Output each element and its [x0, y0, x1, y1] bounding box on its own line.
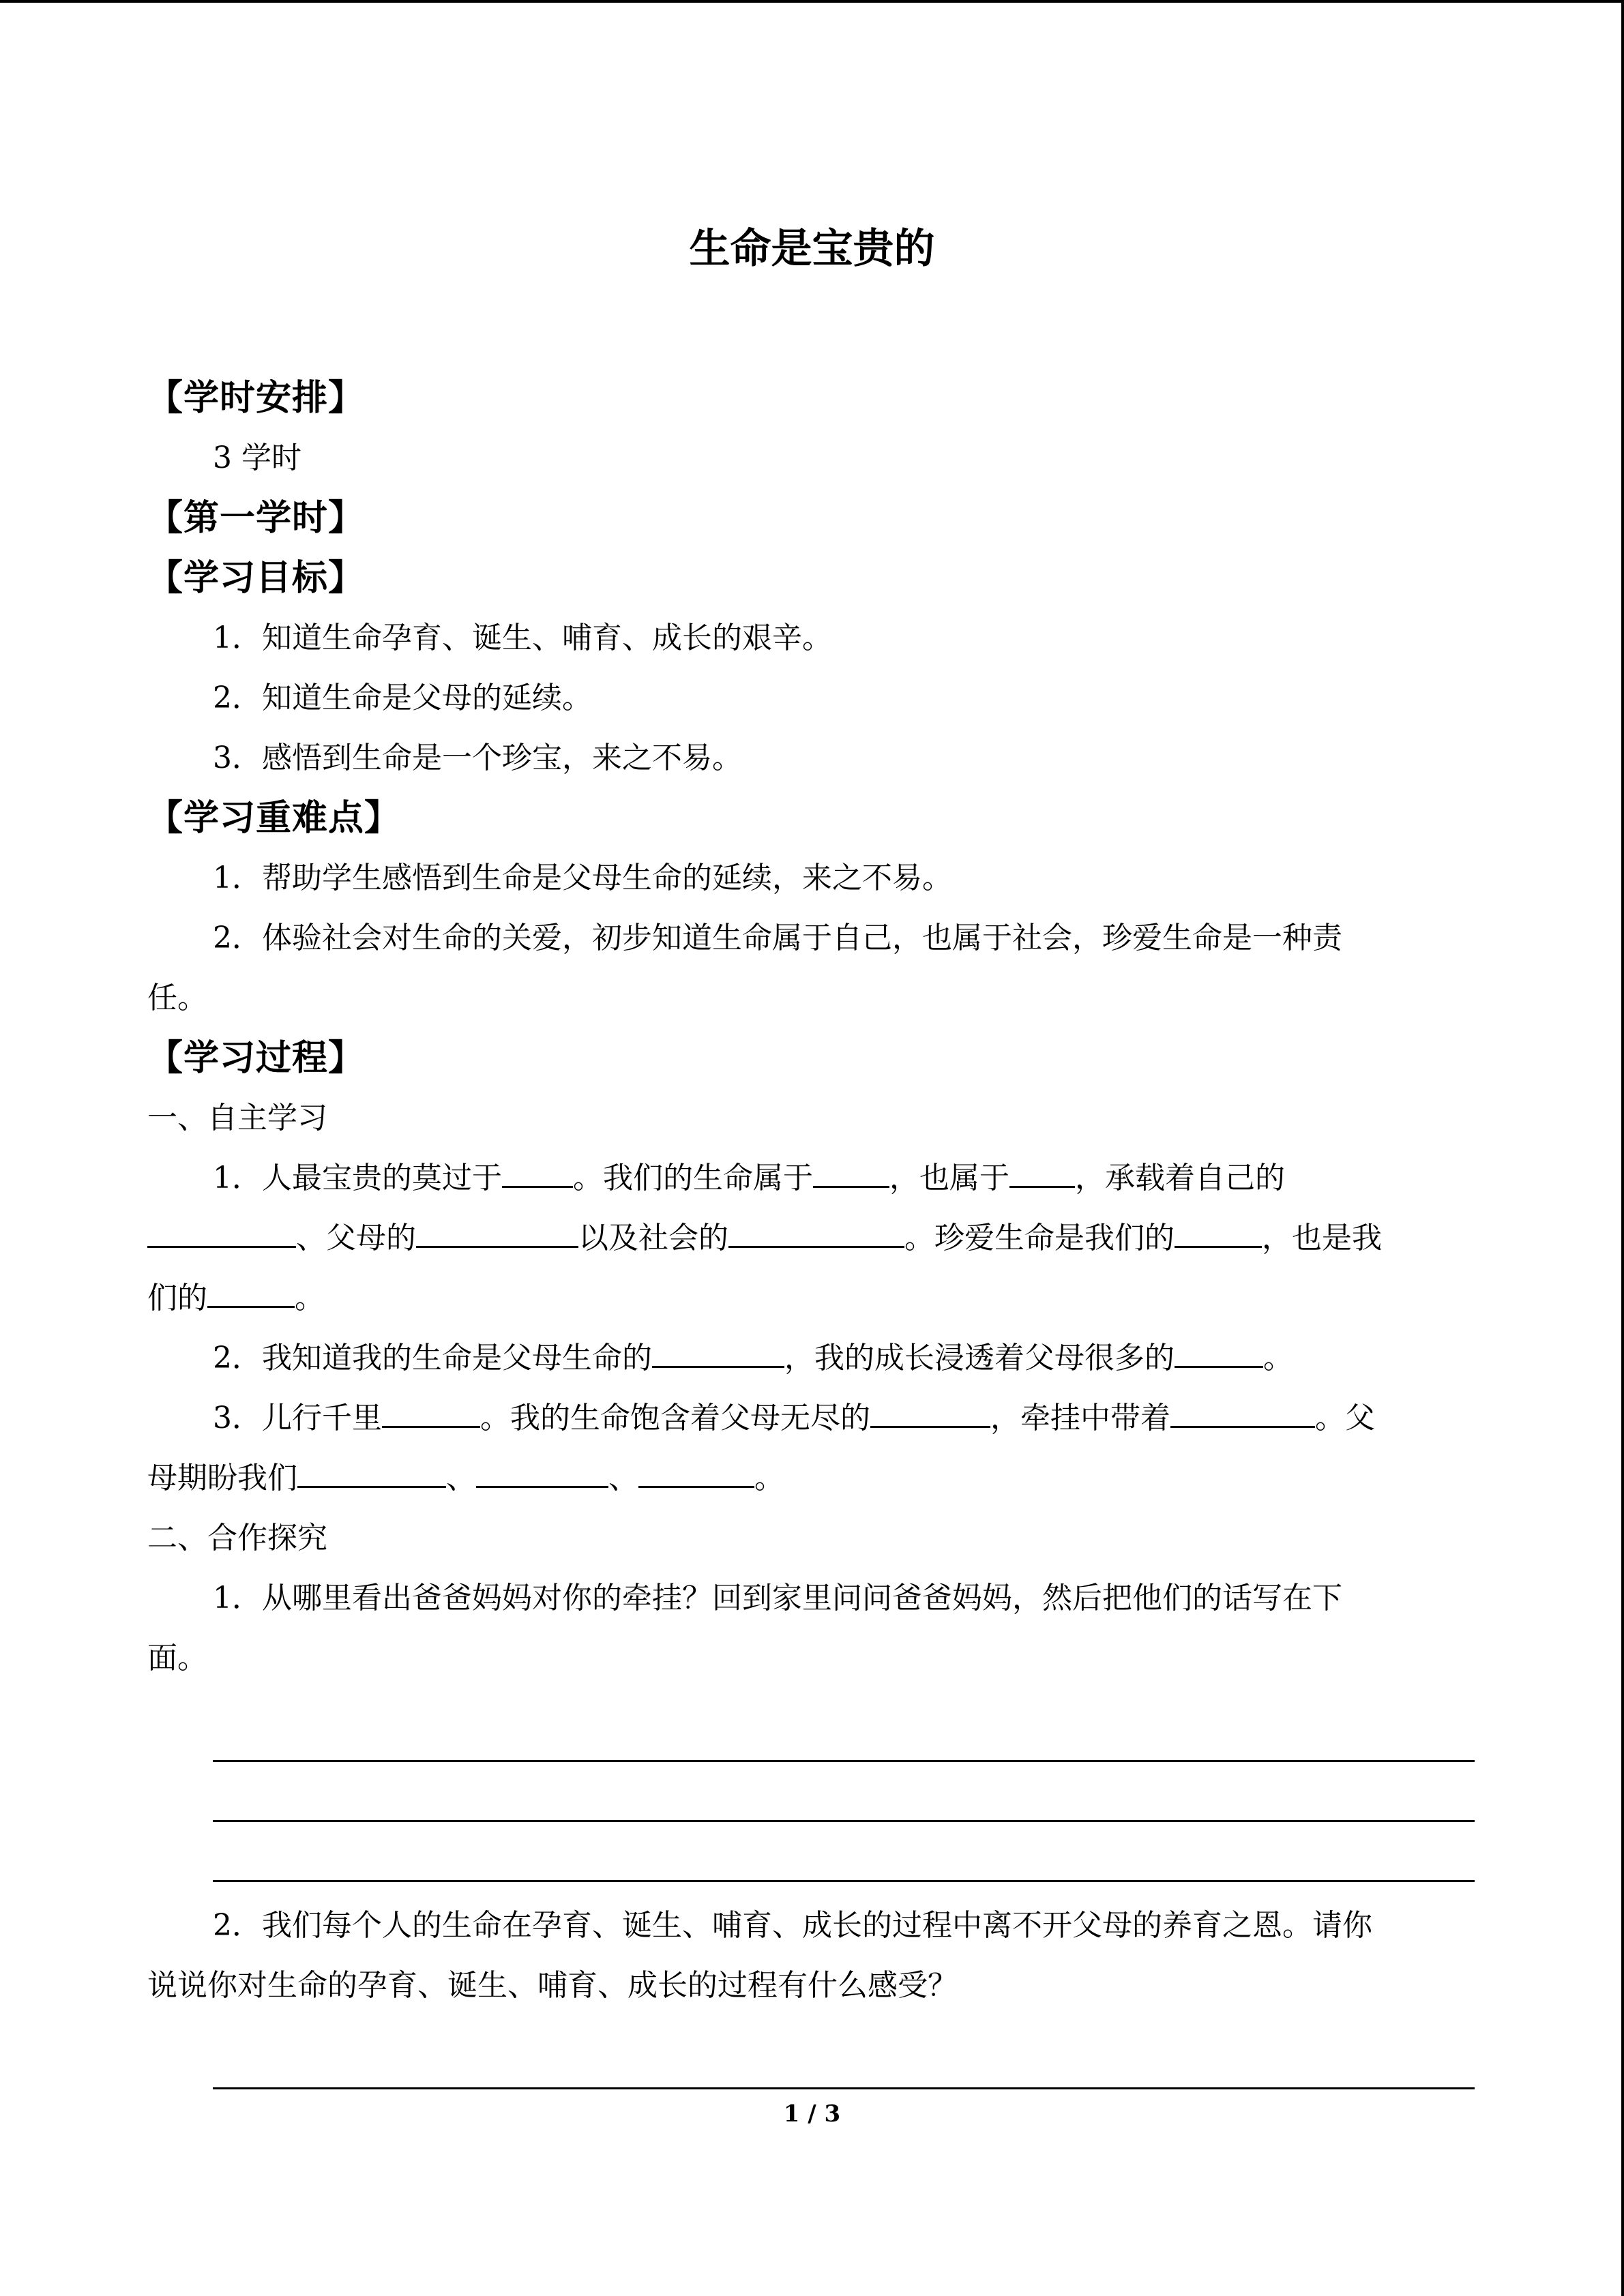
answer-blank[interactable]	[476, 1455, 608, 1488]
fill-question-3-line-2	[147, 1448, 1457, 1508]
question-text: 母期盼我们	[147, 1461, 297, 1495]
answer-blank[interactable]	[728, 1214, 904, 1248]
question-text: 。	[295, 1281, 325, 1315]
question-text: 1．人最宝贵的莫过于	[213, 1161, 502, 1195]
question-text: ，牵挂中带着	[990, 1401, 1170, 1435]
answer-blank[interactable]	[638, 1455, 754, 1488]
question-text: ，承载着自己的	[1075, 1161, 1285, 1195]
cooperation-question-1-continued: 面。	[147, 1641, 207, 1675]
cooperation-title: 二、合作探究	[147, 1521, 327, 1555]
answer-blank[interactable]	[1175, 1214, 1262, 1248]
answer-blank[interactable]	[813, 1154, 889, 1188]
answer-blank[interactable]	[652, 1335, 784, 1368]
page-border-top	[0, 0, 1624, 3]
spacer	[147, 2016, 1457, 2043]
question-text: 3．儿行千里	[213, 1401, 382, 1435]
fill-question-1-line-2	[147, 1208, 1457, 1268]
answer-writing-line[interactable]	[147, 1716, 1457, 1776]
question-text: 、	[608, 1461, 638, 1495]
cooperation-question-1: 1．从哪里看出爸爸妈妈对你的牵挂？回到家里问问爸爸妈妈，然后把他们的话写在下	[213, 1581, 1342, 1615]
page-number: 1 / 3	[783, 2100, 841, 2128]
question-text: ，也是我	[1262, 1221, 1382, 1255]
page-border-right	[1621, 0, 1624, 2296]
cooperation-question-2: 2．我们每个人的生命在孕育、诞生、哺育、成长的过程中离不开父母的养育之恩。请你	[213, 1908, 1372, 1943]
key-point-item: 1．帮助学生感悟到生命是父母生命的延续，来之不易。	[213, 861, 952, 895]
question-text: 。父	[1315, 1401, 1375, 1435]
question-text: 。珍爱生命是我们的	[904, 1221, 1175, 1255]
question-text: 以及社会的	[578, 1221, 728, 1255]
key-point-item-continued: 任。	[147, 981, 207, 1015]
answer-blank[interactable]	[870, 1395, 990, 1428]
fill-question-2	[147, 1328, 1457, 1388]
question-text: 2．我知道我的生命是父母生命的	[213, 1341, 652, 1375]
answer-blank[interactable]	[297, 1455, 446, 1488]
question-text: 。我们的生命属于	[573, 1161, 813, 1195]
question-text: 。	[754, 1461, 784, 1495]
worksheet-content	[147, 368, 1457, 2103]
question-text: 们的	[147, 1281, 207, 1315]
goal-item: 3．感悟到生命是一个珍宝，来之不易。	[213, 741, 742, 775]
goal-item: 1．知道生命孕育、诞生、哺育、成长的艰辛。	[213, 621, 832, 655]
goal-item: 2．知道生命是父母的延续。	[213, 681, 592, 715]
key-point-item: 2．体验社会对生命的关爱，初步知道生命属于自己，也属于社会，珍爱生命是一种责	[213, 921, 1342, 955]
fill-question-1-line-1	[147, 1148, 1457, 1208]
answer-writing-line[interactable]	[147, 1836, 1457, 1896]
question-text: ，也属于	[889, 1161, 1009, 1195]
first-period-heading: 【第一学时】	[147, 498, 365, 539]
answer-blank[interactable]	[1009, 1154, 1075, 1188]
page-title: 生命是宝贵的	[689, 225, 935, 273]
answer-blank[interactable]	[147, 1214, 296, 1248]
schedule-heading: 【学时安排】	[147, 378, 365, 419]
answer-blank[interactable]	[416, 1214, 578, 1248]
fill-question-1-line-3	[147, 1268, 1457, 1328]
question-text: 、父母的	[296, 1221, 416, 1255]
key-points-heading: 【学习重难点】	[147, 798, 401, 839]
question-text: 。	[1263, 1341, 1293, 1375]
question-text: ，我的成长浸透着父母很多的	[784, 1341, 1175, 1375]
cooperation-question-2-continued: 说说你对生命的孕育、诞生、哺育、成长的过程有什么感受？	[147, 1968, 958, 2003]
question-text: 、	[446, 1461, 476, 1495]
answer-blank[interactable]	[502, 1154, 573, 1188]
answer-blank[interactable]	[1170, 1395, 1315, 1428]
answer-blank[interactable]	[382, 1395, 480, 1428]
answer-writing-line[interactable]	[147, 1776, 1457, 1836]
schedule-text: 3 学时	[213, 441, 301, 475]
answer-blank[interactable]	[207, 1274, 295, 1308]
process-heading: 【学习过程】	[147, 1038, 365, 1079]
goals-heading: 【学习目标】	[147, 558, 365, 599]
self-study-title: 一、自主学习	[147, 1101, 327, 1135]
question-text: 。我的生命饱含着父母无尽的	[480, 1401, 870, 1435]
answer-blank[interactable]	[1175, 1335, 1263, 1368]
fill-question-3-line-1	[147, 1388, 1457, 1448]
spacer	[147, 1688, 1457, 1716]
